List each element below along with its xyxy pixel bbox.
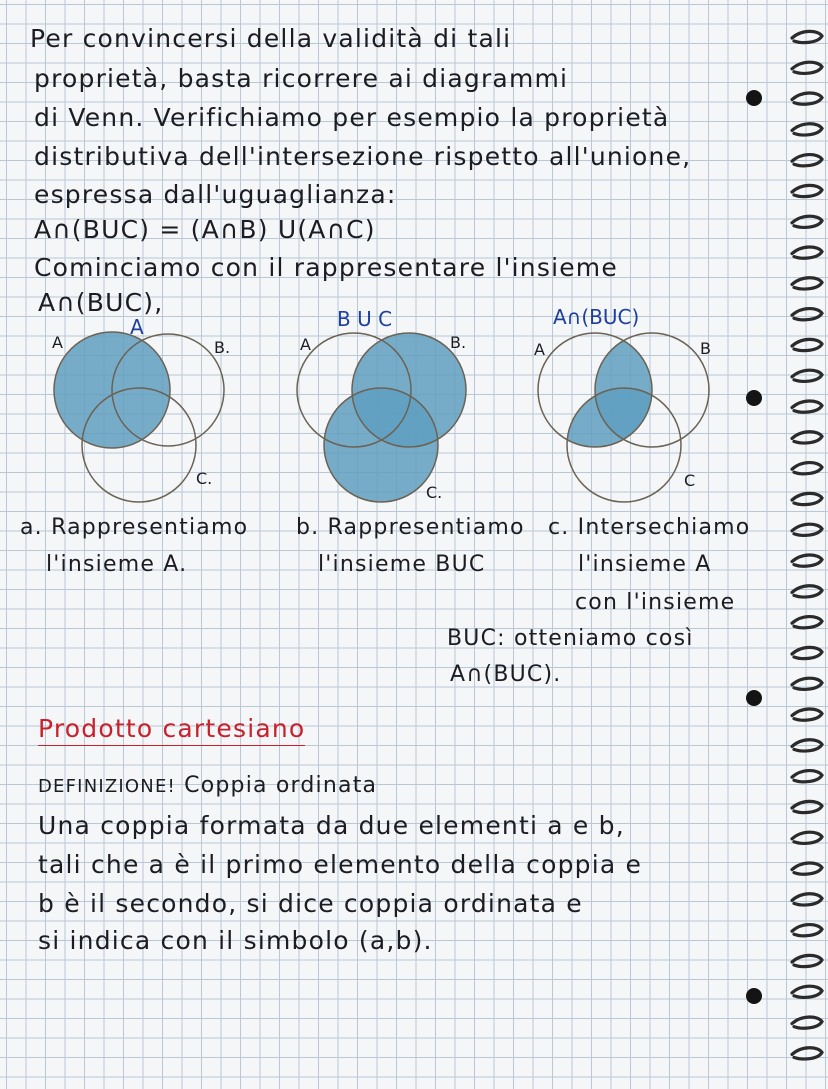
venn-title-result: A∩(BUC) <box>553 305 640 329</box>
paragraph-line-4: distributiva dell'intersezione rispetto all'unione, <box>34 142 692 171</box>
caption-b-line-1: b. Rappresentiamo <box>296 515 525 540</box>
binder-hole <box>746 90 762 106</box>
spiral-coil <box>792 555 822 566</box>
spiral-coil <box>792 1017 822 1028</box>
label-a: A <box>300 335 311 354</box>
formula: A∩(BUC) = (A∩B) U(A∩C) <box>34 215 376 244</box>
label-b: B <box>700 339 711 358</box>
spiral-coil <box>792 647 822 658</box>
spiral-coil <box>792 863 822 874</box>
label-a: A <box>534 340 545 359</box>
section-title <box>38 714 305 743</box>
paragraph-line-8: A∩(BUC), <box>38 288 164 317</box>
venn-title-bunionc: B U C <box>337 307 393 331</box>
spiral-coil <box>792 1048 822 1059</box>
spiral-coil <box>792 986 822 997</box>
venn-diagram-bunionc <box>297 307 466 502</box>
spiral-coil <box>792 709 822 720</box>
spiral-coil <box>792 586 822 597</box>
caption-c-line-5: A∩(BUC). <box>450 662 562 687</box>
definition-header <box>38 773 377 798</box>
spiral-coil <box>792 493 822 504</box>
definition-term: Coppia ordinata <box>184 773 378 798</box>
spiral-coil <box>792 216 822 227</box>
caption-c-line-4: BUC: otteniamo così <box>447 626 694 651</box>
spiral-coil <box>792 401 822 412</box>
spiral-coil <box>792 432 822 443</box>
paragraph-line-7: Cominciamo con il rappresentare l'insieme <box>34 253 618 282</box>
venn-title-a: A <box>130 315 144 339</box>
spiral-coil <box>792 93 822 104</box>
spiral-coil <box>792 617 822 628</box>
paragraph-line-5: espressa dall'uguaglianza: <box>34 180 397 209</box>
spiral-coil <box>792 801 822 812</box>
spiral-coil <box>792 155 822 166</box>
binder-hole <box>746 390 762 406</box>
definition-line-1: Una coppia formata da due elementi a e b, <box>38 811 625 840</box>
spiral-coil <box>792 894 822 905</box>
spiral-coil <box>792 771 822 782</box>
definition-line-4: si indica con il simbolo (a,b). <box>38 926 433 955</box>
spiral-coil <box>792 463 822 474</box>
definition-line-3: b è il secondo, si dice coppia ordinata e <box>38 889 583 918</box>
caption-c-line-3: con l'insieme <box>575 590 736 615</box>
spiral-coil <box>792 247 822 258</box>
label-c: C. <box>196 469 213 488</box>
spiral-coil <box>792 678 822 689</box>
spiral-coil <box>792 309 822 320</box>
binder-hole <box>746 690 762 706</box>
spiral-coil <box>792 31 822 42</box>
label-b: B. <box>450 333 467 352</box>
spiral-coil <box>792 740 822 751</box>
paragraph-line-3: di Venn. Verifichiamo per esempio la proprietà <box>34 103 670 132</box>
definition-label: DEFINIZIONE! <box>38 776 176 797</box>
venn-diagram-result <box>534 305 711 502</box>
spiral-coil <box>792 955 822 966</box>
spiral-coil <box>792 370 822 381</box>
spiral-coil <box>792 925 822 936</box>
binder-hole <box>746 988 762 1004</box>
caption-c-line-2: l'insieme A <box>578 552 712 577</box>
spiral-coil <box>792 278 822 289</box>
spiral-coil <box>792 524 822 535</box>
paragraph-line-2: proprietà, basta ricorrere ai diagrammi <box>34 64 569 93</box>
spiral-binding <box>788 20 828 1080</box>
spiral-coil <box>792 185 822 196</box>
paragraph-line-1: Per convincersi della validità di tali <box>30 24 512 53</box>
spiral-coil <box>792 339 822 350</box>
label-c: C <box>684 471 696 490</box>
caption-a-line-1: a. Rappresentiamo <box>20 515 249 540</box>
caption-c-line-1: c. Intersechiamo <box>548 515 751 540</box>
label-a: A <box>52 333 63 352</box>
label-c: C. <box>426 483 443 502</box>
definition-line-2: tali che a è il primo elemento della coppia e <box>38 850 643 879</box>
venn-diagram-a <box>52 315 230 502</box>
caption-a-line-2: l'insieme A. <box>46 552 188 577</box>
spiral-coil <box>792 832 822 843</box>
label-b: B. <box>214 338 231 357</box>
caption-b-line-2: l'insieme BUC <box>318 552 486 577</box>
spiral-coil <box>792 124 822 135</box>
spiral-coil <box>792 62 822 73</box>
section-title-text: Prodotto cartesiano <box>38 714 305 746</box>
